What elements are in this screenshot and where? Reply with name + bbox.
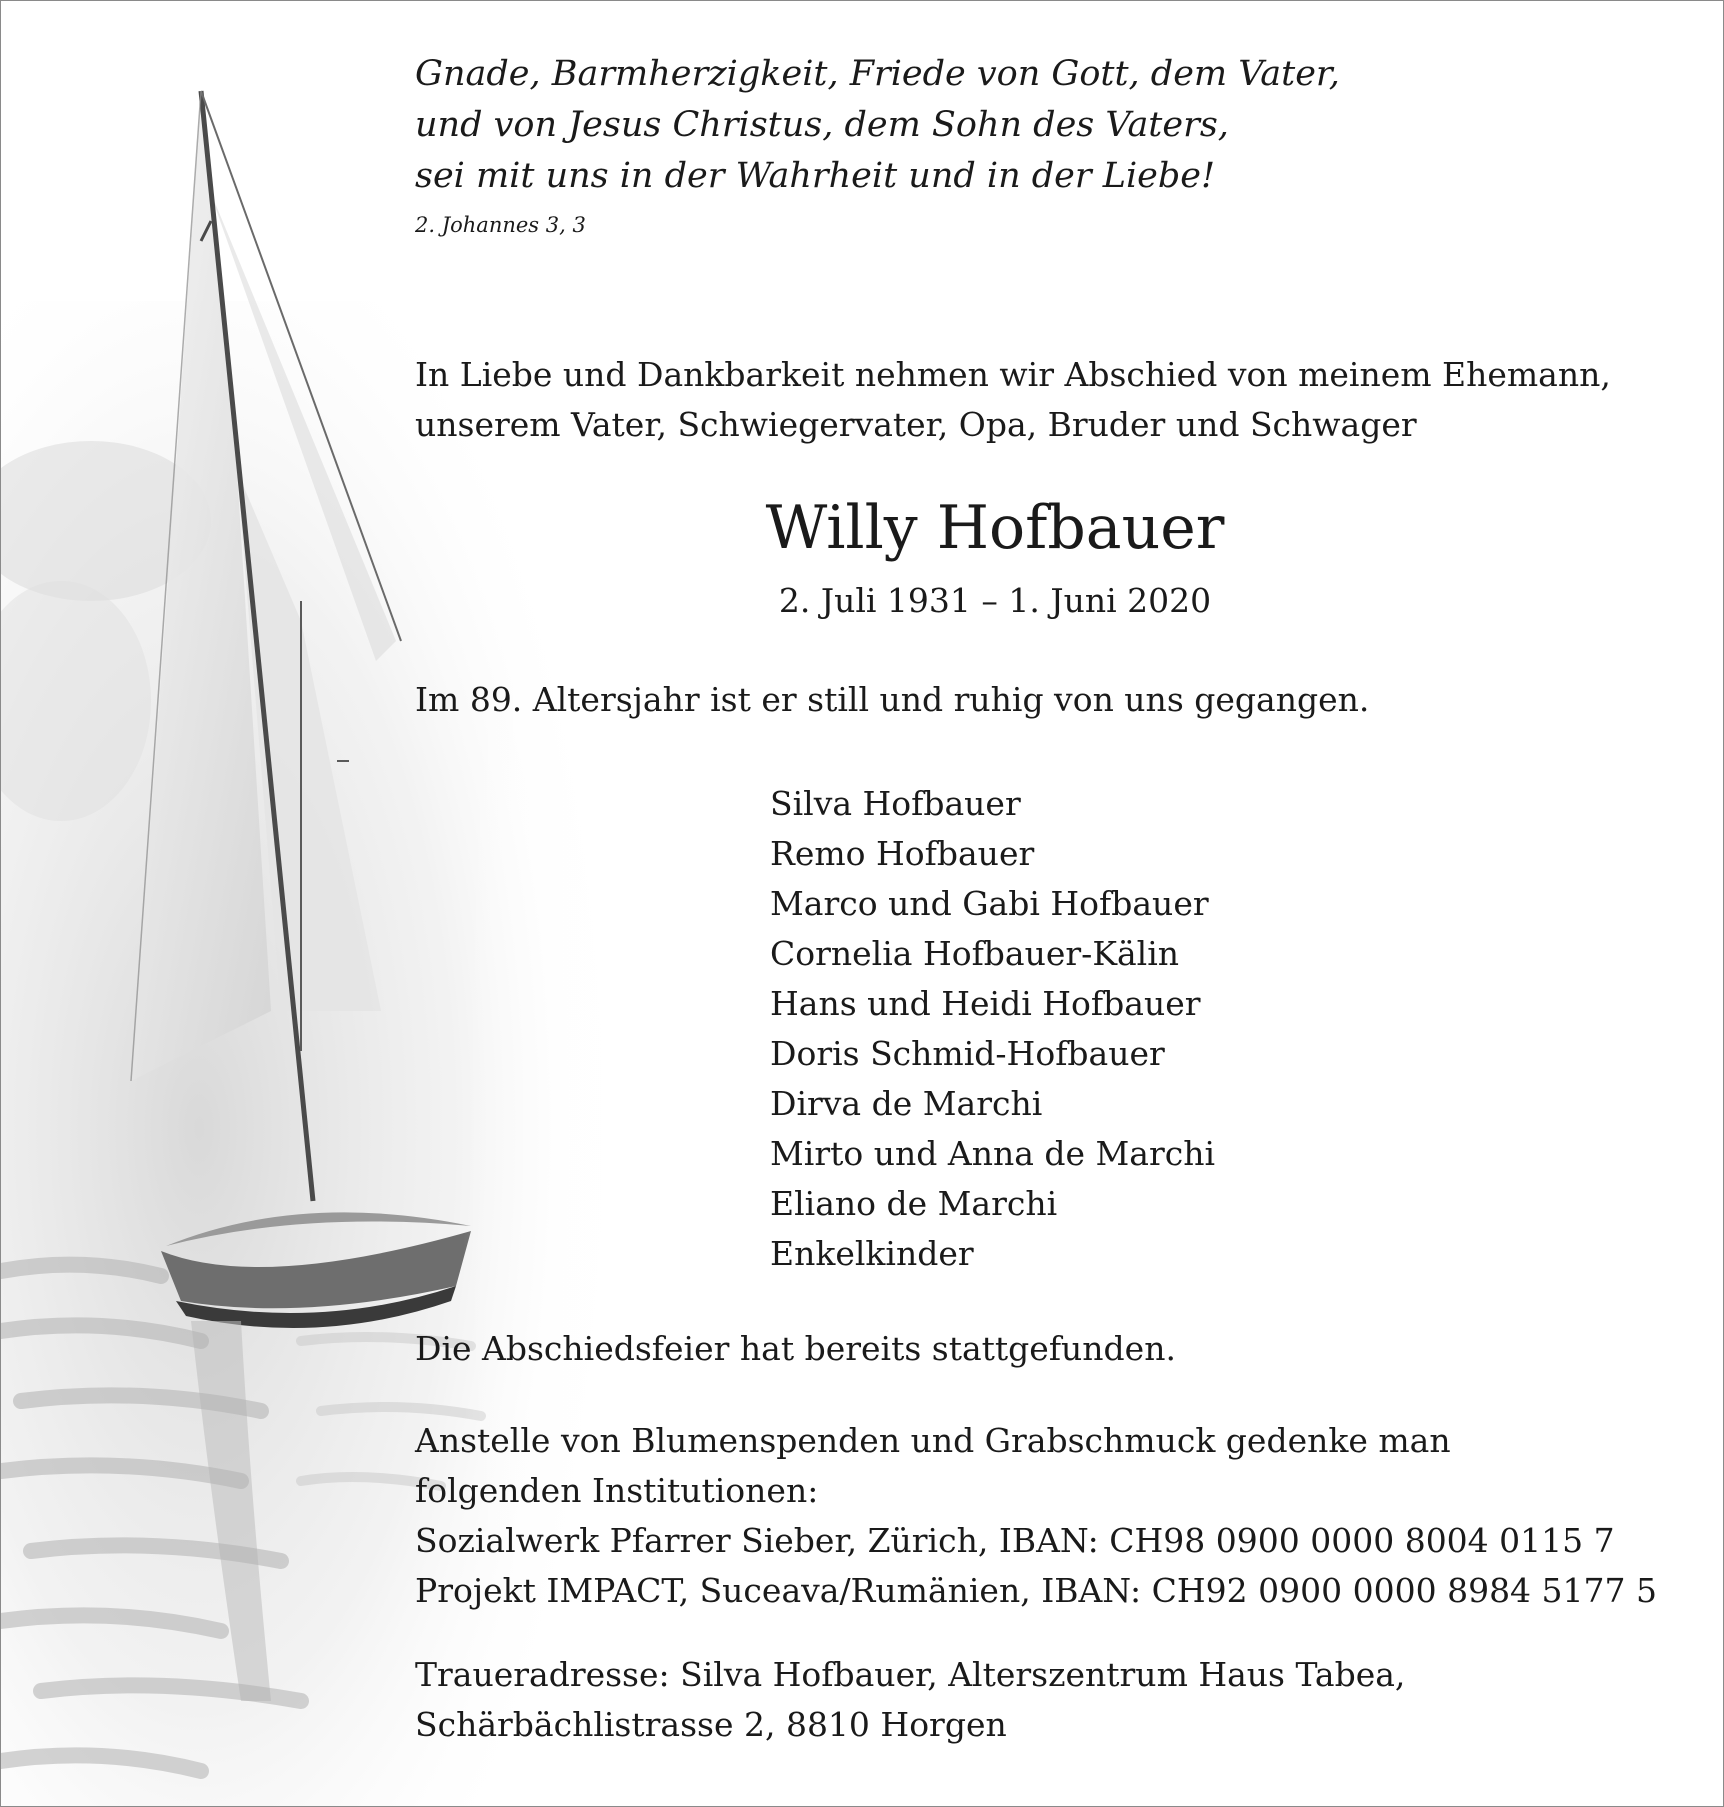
list-item: Dirva de Marchi — [770, 1084, 1043, 1123]
donation-line: Anstelle von Blumenspenden und Grabschmuck gedenke man — [415, 1421, 1451, 1460]
donation-line: Sozialwerk Pfarrer Sieber, Zürich, IBAN: CH98 0900 0000 8004 0115 7 — [415, 1521, 1615, 1560]
donation-info — [415, 1416, 1657, 1616]
mourning-address — [415, 1650, 1405, 1750]
list-item: Remo Hofbauer — [770, 834, 1035, 873]
verse-line: und von Jesus Christus, dem Sohn des Vaters, — [415, 105, 1229, 145]
verse-reference: 2. Johannes 3, 3 — [415, 213, 586, 237]
list-item: Hans und Heidi Hofbauer — [770, 984, 1201, 1023]
list-item: Doris Schmid-Hofbauer — [770, 1034, 1165, 1073]
list-item: Silva Hofbauer — [770, 784, 1021, 823]
donation-line: folgenden Institutionen: — [415, 1471, 819, 1510]
deceased-name: Willy Hofbauer — [765, 493, 1225, 563]
intro-line: unserem Vater, Schwiegervater, Opa, Bruder und Schwager — [415, 405, 1417, 444]
address-line: Schärbächlistrasse 2, 8810 Horgen — [415, 1705, 1007, 1744]
list-item: Enkelkinder — [770, 1234, 974, 1273]
verse-line: sei mit uns in der Wahrheit und in der Liebe! — [415, 156, 1216, 196]
life-dates: 2. Juli 1931 – 1. Juni 2020 — [778, 581, 1212, 620]
list-item: Marco und Gabi Hofbauer — [770, 884, 1209, 923]
list-item: Cornelia Hofbauer-Kälin — [770, 934, 1180, 973]
mourners-list — [770, 779, 1215, 1279]
age-statement: Im 89. Altersjahr ist er still und ruhig von uns gegangen. — [415, 680, 1370, 719]
bible-verse — [415, 49, 1340, 202]
intro-line: In Liebe und Dankbarkeit nehmen wir Abschied von meinem Ehemann, — [415, 355, 1611, 394]
intro-text — [415, 350, 1611, 450]
donation-line: Projekt IMPACT, Suceava/Rumänien, IBAN: CH92 0900 0000 8984 5177 5 — [415, 1571, 1658, 1610]
list-item: Eliano de Marchi — [770, 1184, 1058, 1223]
ceremony-note: Die Abschiedsfeier hat bereits stattgefunden. — [415, 1329, 1176, 1368]
verse-line: Gnade, Barmherzigkeit, Friede von Gott, dem Vater, — [415, 54, 1340, 94]
address-line: Traueradresse: Silva Hofbauer, Alterszentrum Haus Tabea, — [415, 1655, 1406, 1694]
list-item: Mirto und Anna de Marchi — [770, 1134, 1216, 1173]
